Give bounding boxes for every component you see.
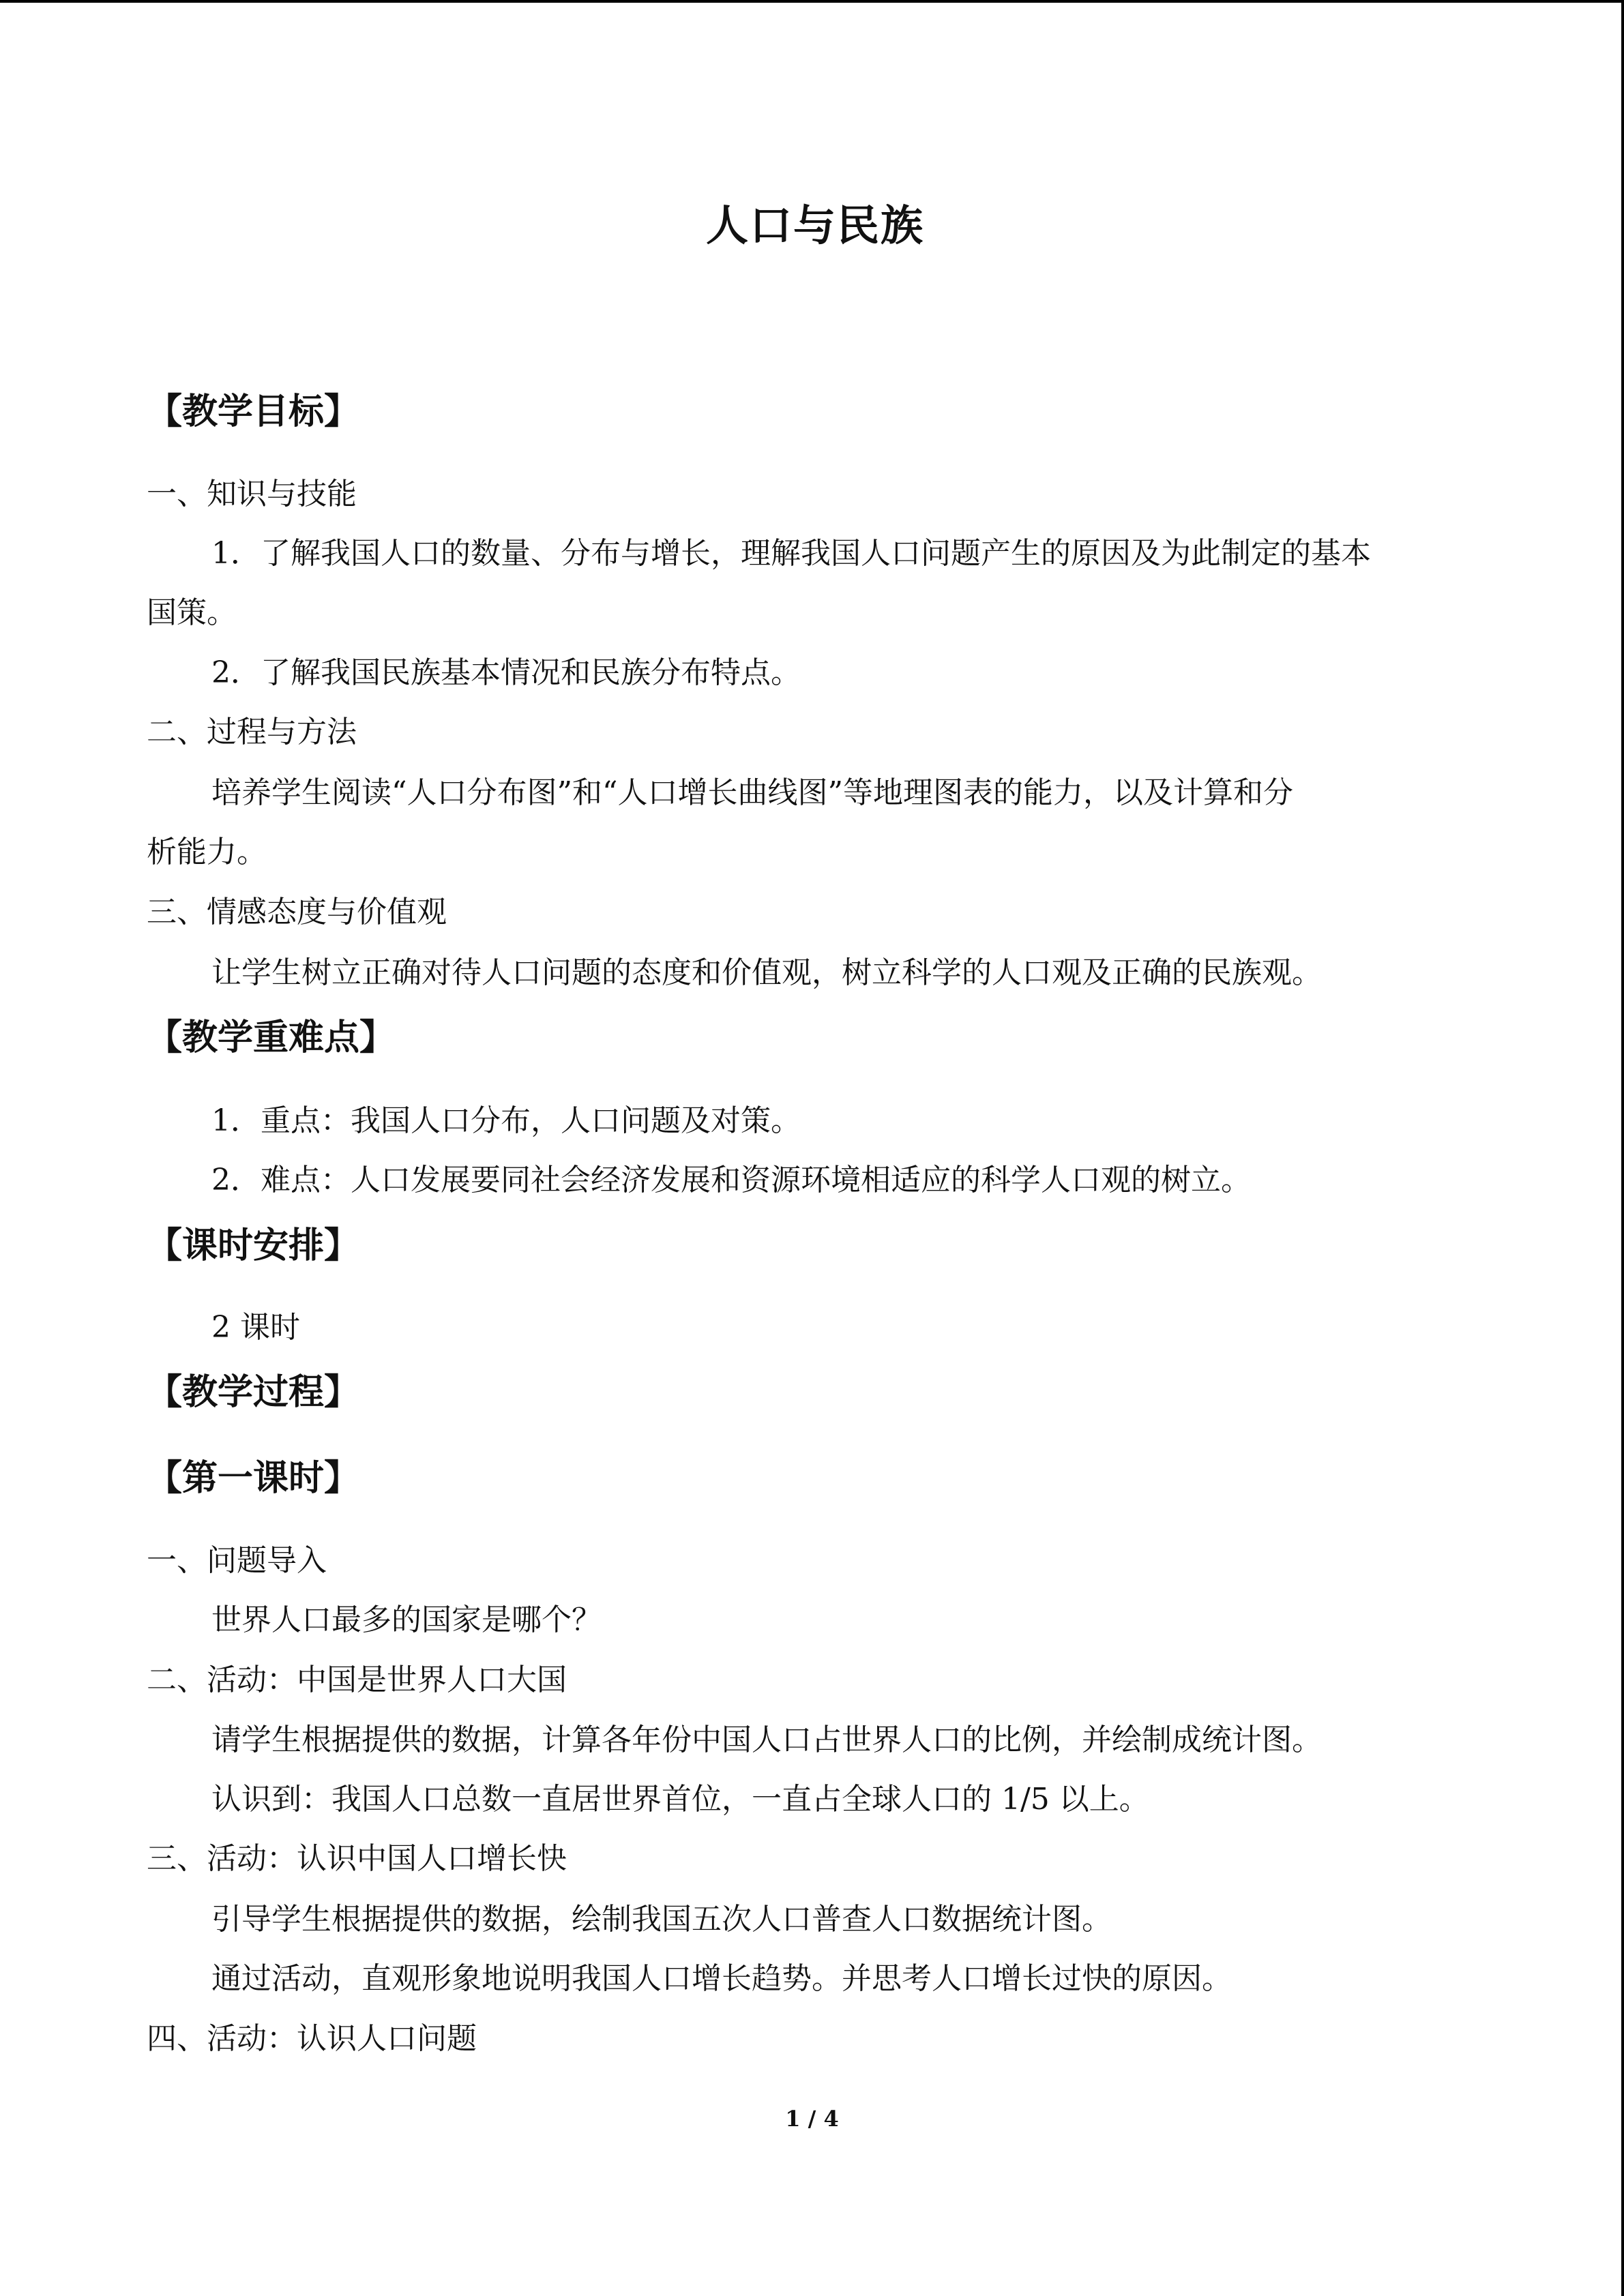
- lesson1-question-heading: 一、问题导入: [147, 1543, 327, 1578]
- knowledge-item-1-line-2: 国策。: [147, 595, 237, 630]
- section-heading-objectives: 【教学目标】: [147, 391, 360, 432]
- lesson1-activity-1-line-1: 请学生根据提供的数据，计算各年份中国人口占世界人口的比例，并绘制成统计图。: [211, 1723, 1322, 1757]
- process-method-line-1: 培养学生阅读“人口分布图”和“人口增长曲线图”等地理图表的能力，以及计算和分: [211, 775, 1293, 810]
- knowledge-item-2: 2．了解我国民族基本情况和民族分布特点。: [211, 655, 801, 690]
- process-method-line-2: 析能力。: [147, 835, 267, 869]
- page-border-right: [1621, 0, 1624, 2296]
- attitude-line: 让学生树立正确对待人口问题的态度和价值观，树立科学的人口观及正确的民族观。: [211, 955, 1322, 990]
- attitude-heading: 三、情感态度与价值观: [147, 895, 447, 929]
- lesson1-activity-2-line-1: 引导学生根据提供的数据，绘制我国五次人口普查人口数据统计图。: [211, 1902, 1112, 1937]
- knowledge-item-1-line-1: 1．了解我国人口的数量、分布与增长，理解我国人口问题产生的原因及为此制定的基本: [211, 536, 1371, 571]
- lesson1-question-text: 世界人口最多的国家是哪个？: [211, 1602, 602, 1637]
- lesson1-activity-1-line-2: 认识到：我国人口总数一直居世界首位，一直占全球人口的 1/5 以上。: [211, 1782, 1149, 1817]
- section-heading-schedule: 【课时安排】: [147, 1225, 360, 1266]
- section-heading-key-points: 【教学重难点】: [147, 1017, 396, 1058]
- page-border-top: [0, 0, 1624, 3]
- lesson1-activity-2-heading: 三、活动：认识中国人口增长快: [147, 1841, 567, 1876]
- page-number: 1 / 4: [785, 2106, 839, 2132]
- key-point-item-2: 2．难点：人口发展要同社会经济发展和资源环境相适应的科学人口观的树立。: [211, 1163, 1251, 1197]
- key-point-item-1: 1．重点：我国人口分布，人口问题及对策。: [211, 1103, 801, 1138]
- lesson1-activity-2-line-2: 通过活动，直观形象地说明我国人口增长趋势。并思考人口增长过快的原因。: [211, 1961, 1232, 1996]
- knowledge-heading: 一、知识与技能: [147, 477, 357, 511]
- section-heading-process: 【教学过程】: [147, 1372, 360, 1413]
- lesson1-activity-1-heading: 二、活动：中国是世界人口大国: [147, 1663, 567, 1697]
- schedule-text: 2 课时: [211, 1310, 300, 1345]
- process-method-heading: 二、过程与方法: [147, 715, 357, 749]
- lesson1-activity-3-heading: 四、活动：认识人口问题: [147, 2021, 477, 2056]
- document-title: 人口与民族: [705, 200, 924, 250]
- section-heading-lesson-1: 【第一课时】: [147, 1458, 360, 1499]
